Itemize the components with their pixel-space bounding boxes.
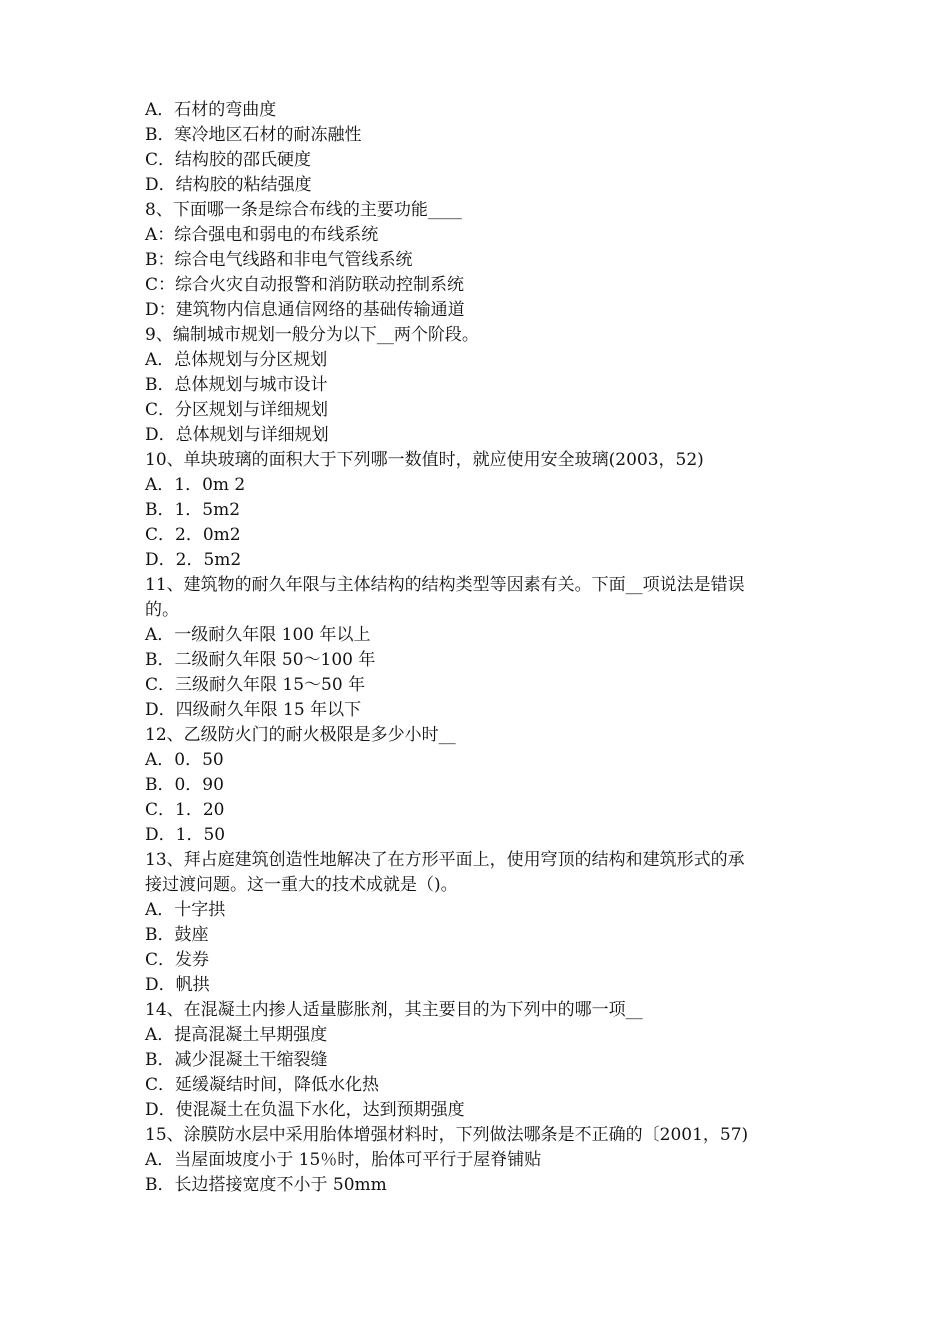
question-13-continued: 接过渡问题。这一重大的技术成就是（)。 bbox=[145, 875, 458, 895]
option-line: D．结构胶的粘结强度 bbox=[145, 175, 312, 195]
option-line: B．总体规划与城市设计 bbox=[145, 375, 328, 395]
question-14: 14、在混凝土内掺人适量膨胀剂，其主要目的为下列中的哪一项__ bbox=[145, 1000, 643, 1020]
option-line: A．0．50 bbox=[145, 750, 224, 770]
option-line: A．石材的弯曲度 bbox=[145, 100, 277, 120]
option-line: B．长边搭接宽度不小于 50mm bbox=[145, 1175, 387, 1195]
option-line: C．1．20 bbox=[145, 800, 225, 820]
option-line: A．提高混凝土早期强度 bbox=[145, 1025, 328, 1045]
question-8: 8、下面哪一条是综合布线的主要功能____ bbox=[145, 200, 462, 220]
option-line: B．二级耐久年限 50～100 年 bbox=[145, 650, 376, 670]
option-line: B．减少混凝土干缩裂缝 bbox=[145, 1050, 328, 1070]
option-line: C．发券 bbox=[145, 950, 210, 970]
option-line: D．总体规划与详细规划 bbox=[145, 425, 329, 445]
option-line: B．鼓座 bbox=[145, 925, 209, 945]
option-line: D．帆拱 bbox=[145, 975, 210, 995]
question-11-continued: 的。 bbox=[145, 600, 179, 620]
option-line: A．1．0m 2 bbox=[145, 475, 246, 495]
option-line: B．0．90 bbox=[145, 775, 224, 795]
question-12: 12、乙级防火门的耐火极限是多少小时__ bbox=[145, 725, 456, 745]
option-line: C．三级耐久年限 15～50 年 bbox=[145, 675, 366, 695]
option-line: D：建筑物内信息通信网络的基础传输通道 bbox=[145, 300, 465, 320]
option-line: D．使混凝土在负温下水化，达到预期强度 bbox=[145, 1100, 465, 1120]
option-line: A．一级耐久年限 100 年以上 bbox=[145, 625, 371, 645]
question-15: 15、涂膜防水层中采用胎体增强材料时，下列做法哪条是不正确的〔2001，57) bbox=[145, 1125, 749, 1145]
option-line: A．十字拱 bbox=[145, 900, 226, 920]
question-13: 13、拜占庭建筑创造性地解决了在方形平面上，使用穹顶的结构和建筑形式的承 bbox=[145, 850, 745, 870]
option-line: D．1．50 bbox=[145, 825, 226, 845]
question-10: 10、单块玻璃的面积大于下列哪一数值时，就应使用安全玻璃(2003，52) bbox=[145, 450, 704, 470]
option-line: D．2．5m2 bbox=[145, 550, 242, 570]
option-line: A．当屋面坡度小于 15％时，胎体可平行于屋脊铺贴 bbox=[145, 1150, 542, 1170]
option-line: C．2．0m2 bbox=[145, 525, 241, 545]
option-line: A．总体规划与分区规划 bbox=[145, 350, 328, 370]
option-line: C．延缓凝结时间，降低水化热 bbox=[145, 1075, 380, 1095]
option-line: A：综合强电和弱电的布线系统 bbox=[145, 225, 379, 245]
option-line: B：综合电气线路和非电气管线系统 bbox=[145, 250, 413, 270]
option-line: C：综合火灾自动报警和消防联动控制系统 bbox=[145, 275, 465, 295]
option-line: B．寒冷地区石材的耐冻融性 bbox=[145, 125, 362, 145]
document-body bbox=[145, 98, 815, 1198]
option-line: B．1．5m2 bbox=[145, 500, 241, 520]
option-line: C．分区规划与详细规划 bbox=[145, 400, 329, 420]
option-line: D．四级耐久年限 15 年以下 bbox=[145, 700, 362, 720]
option-line: C．结构胶的邵氏硬度 bbox=[145, 150, 312, 170]
question-11: 11、建筑物的耐久年限与主体结构的结构类型等因素有关。下面__项说法是错误 bbox=[145, 575, 745, 595]
question-9: 9、编制城市规划一般分为以下__两个阶段。 bbox=[145, 325, 479, 345]
